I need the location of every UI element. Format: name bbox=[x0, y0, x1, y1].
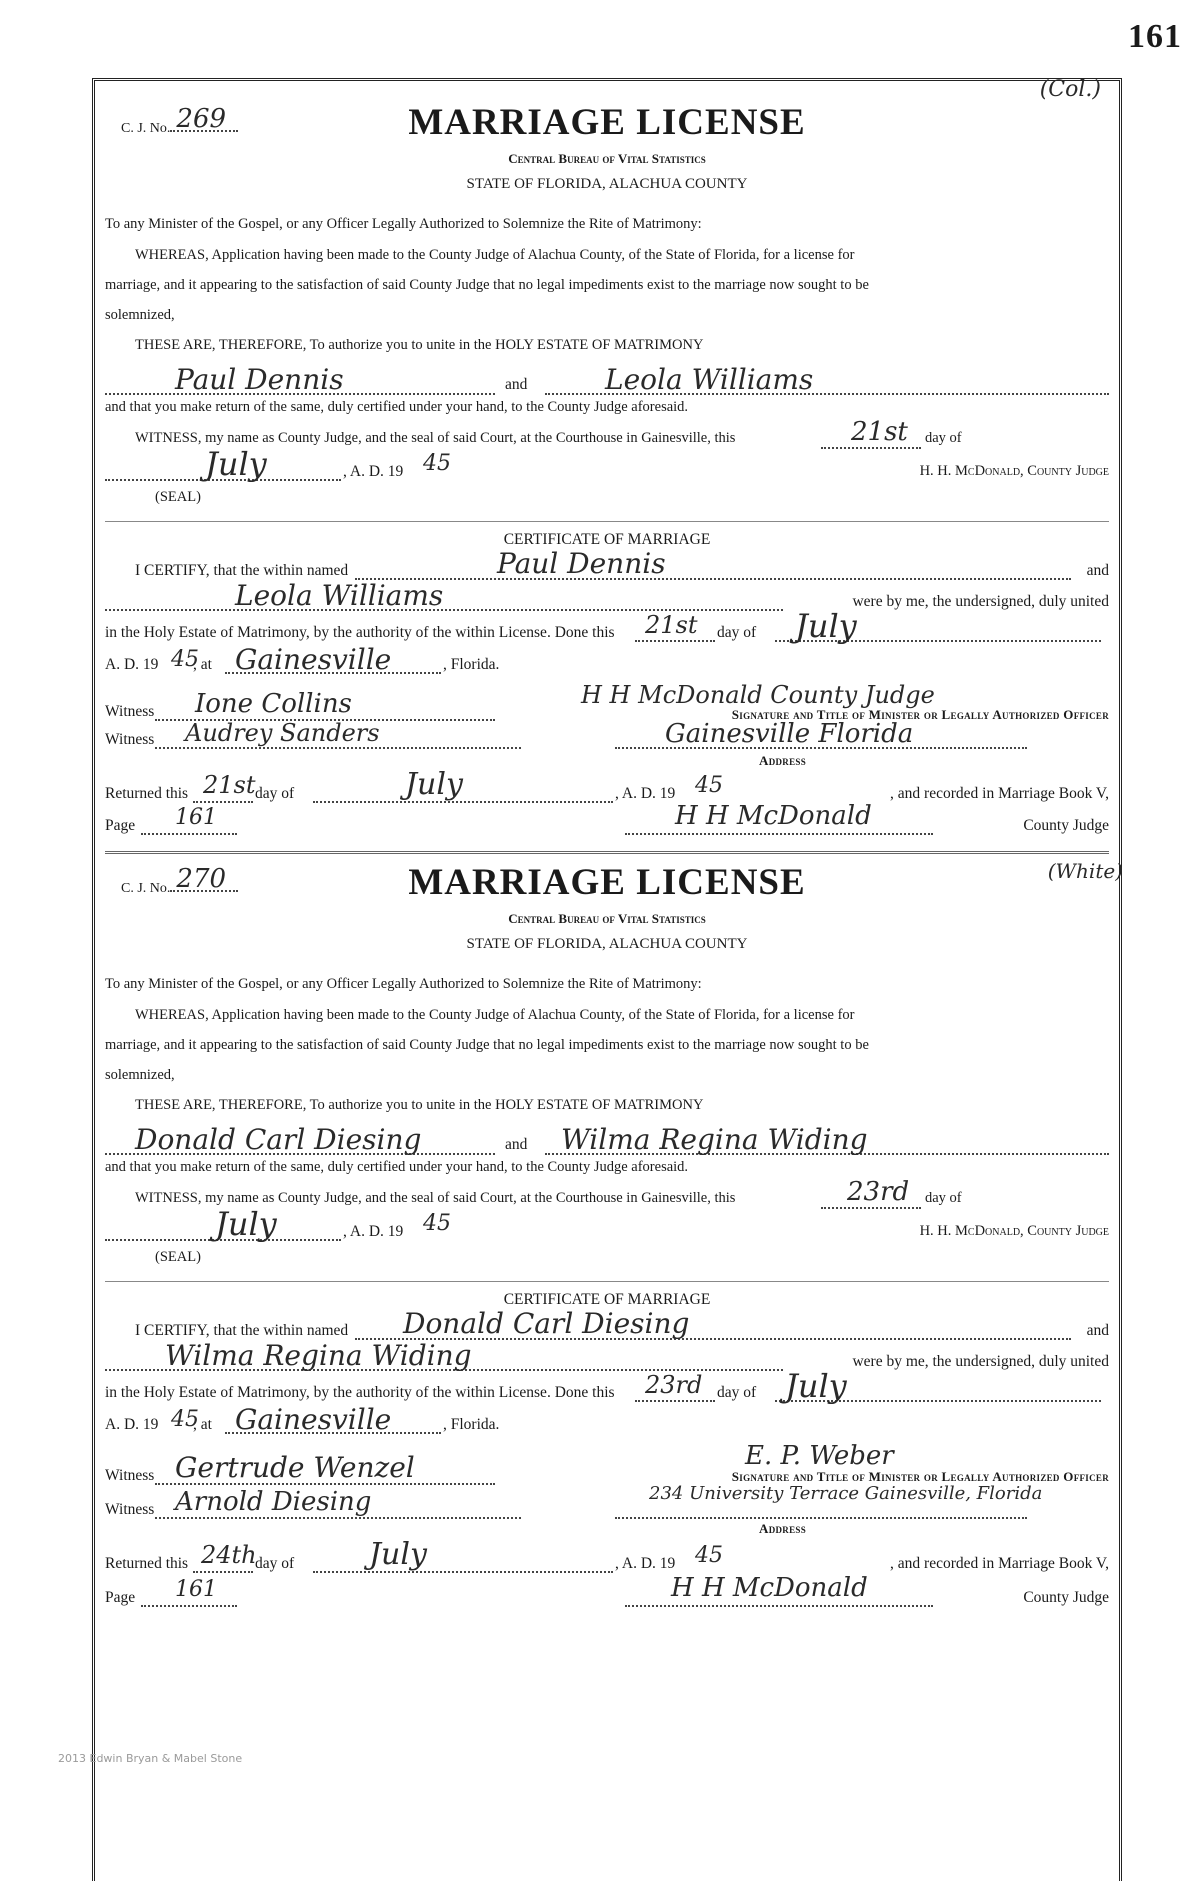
officer-signature: E. P. Weber bbox=[745, 1441, 894, 1471]
judge-signature: H H McDonald bbox=[671, 1573, 868, 1603]
witness-line bbox=[135, 1177, 1109, 1217]
returned-month: July bbox=[369, 1537, 427, 1572]
returned-year: 45 bbox=[695, 1543, 723, 1568]
florida-label: , Florida. bbox=[443, 656, 500, 673]
document-frame bbox=[92, 78, 1122, 1881]
race-note: (White) bbox=[1047, 859, 1123, 883]
done-year: 45 bbox=[171, 1407, 199, 1432]
and-word-2: and bbox=[1086, 562, 1109, 579]
officer-caption: Signature and Title of Minister or Legally Authorized Officer bbox=[731, 707, 1109, 722]
license-month: July bbox=[205, 445, 267, 483]
witness1-line bbox=[105, 1441, 1109, 1485]
officer-address: 234 University Terrace Gainesville, Florida bbox=[649, 1483, 1043, 1504]
witness2-line bbox=[105, 1483, 1109, 1523]
at-label: , at bbox=[193, 1416, 212, 1433]
return-line: and that you make return of the same, duly certified under your hand, to the County Judge aforesaid. bbox=[105, 399, 689, 415]
returned-day: 21st bbox=[203, 771, 256, 799]
witness-line bbox=[135, 417, 1109, 457]
license-year: 45 bbox=[423, 1211, 451, 1236]
state-line: STATE OF FLORIDA, ALACHUA COUNTY bbox=[466, 176, 748, 192]
page-label: Page bbox=[105, 817, 136, 834]
address-caption: Address bbox=[759, 1521, 807, 1536]
whereas-line-3: solemnized, bbox=[105, 1067, 175, 1083]
seal-label: (SEAL) bbox=[155, 489, 201, 505]
certificate-title: CERTIFICATE OF MARRIAGE bbox=[503, 1291, 711, 1308]
address-line: To any Minister of the Gospel, or any Officer Legally Authorized to Solemnize the Rite of Matrimony: bbox=[105, 216, 702, 232]
address-line: To any Minister of the Gospel, or any Officer Legally Authorized to Solemnize the Rite of Matrimony: bbox=[105, 976, 702, 992]
holy-text: in the Holy Estate of Matrimony, by the authority of the within License. Done this bbox=[105, 1384, 615, 1401]
therefore-line: THESE ARE, THEREFORE, To authorize you to unite in the HOLY ESTATE OF MATRIMONY bbox=[135, 1097, 704, 1113]
cert-groom-name: Paul Dennis bbox=[497, 547, 666, 580]
witness-day: 21st bbox=[851, 417, 908, 447]
cert-bride-line bbox=[105, 579, 1109, 619]
witness-label-2: Witness bbox=[105, 1501, 155, 1518]
page-value: 161 bbox=[175, 1577, 217, 1602]
therefore-line: THESE ARE, THEREFORE, To authorize you to unite in the HOLY ESTATE OF MATRIMONY bbox=[135, 337, 704, 353]
cert-groom-name: Donald Carl Diesing bbox=[403, 1307, 690, 1340]
witness-2-name: Audrey Sanders bbox=[185, 719, 380, 747]
judge-signature: H H McDonald bbox=[675, 801, 872, 831]
groom-name: Donald Carl Diesing bbox=[135, 1123, 422, 1156]
marriage-place: Gainesville bbox=[235, 643, 392, 676]
returned-year: 45 bbox=[695, 773, 723, 798]
returned-ad: , A. D. 19 bbox=[615, 1555, 676, 1572]
holy-text: in the Holy Estate of Matrimony, by the authority of the within License. Done this bbox=[105, 624, 615, 641]
day-of-label: day of bbox=[925, 1190, 962, 1206]
ad-at-label: A. D. 19 bbox=[105, 656, 159, 673]
witness1-line bbox=[105, 681, 1109, 723]
cert-bride-name: Wilma Regina Widing bbox=[165, 1339, 472, 1372]
cj-number: 270 bbox=[176, 864, 227, 894]
state-line: STATE OF FLORIDA, ALACHUA COUNTY bbox=[466, 936, 748, 952]
whereas-line-3: solemnized, bbox=[105, 307, 175, 323]
cj-number: 269 bbox=[176, 104, 227, 134]
license-year: 45 bbox=[423, 451, 451, 476]
race-note: (Col.) bbox=[1039, 77, 1101, 102]
and-word: and bbox=[505, 1136, 528, 1153]
recorded-text: , and recorded in Marriage Book V, bbox=[890, 1555, 1109, 1572]
witness-1-name: Ione Collins bbox=[195, 689, 352, 719]
county-judge-label: County Judge bbox=[1023, 817, 1109, 834]
license-divider bbox=[105, 521, 1109, 522]
done-day: 21st bbox=[645, 611, 698, 639]
marriage-place: Gainesville bbox=[235, 1403, 392, 1436]
cj-label: C. J. No. bbox=[121, 881, 171, 896]
place-line bbox=[105, 643, 1109, 683]
county-judge-label: County Judge bbox=[1023, 1589, 1109, 1606]
united-text: were by me, the undersigned, duly united bbox=[852, 593, 1109, 610]
united-text: were by me, the undersigned, duly united bbox=[852, 1353, 1109, 1370]
cj-label: C. J. No. bbox=[121, 121, 171, 136]
bride-name: Leola Williams bbox=[605, 363, 814, 396]
cert-bride-name: Leola Williams bbox=[235, 579, 444, 612]
whereas-line-1: WHEREAS, Application having been made to the County Judge of Alachua County, of the State of Florida, for a license for bbox=[135, 1007, 855, 1023]
ad-label: , A. D. 19 bbox=[343, 463, 404, 480]
and-word-2: and bbox=[1086, 1322, 1109, 1339]
done-month: July bbox=[795, 607, 857, 645]
certify-text: I CERTIFY, that the within named bbox=[135, 562, 349, 579]
bride-name: Wilma Regina Widing bbox=[561, 1123, 868, 1156]
done-day: 23rd bbox=[645, 1371, 703, 1399]
return-line: and that you make return of the same, duly certified under your hand, to the County Judge aforesaid. bbox=[105, 1159, 689, 1175]
returned-text: Returned this bbox=[105, 1555, 189, 1572]
officer-caption: Signature and Title of Minister or Legally Authorized Officer bbox=[731, 1469, 1109, 1484]
at-label: , at bbox=[193, 656, 212, 673]
witness-day: 23rd bbox=[847, 1177, 910, 1207]
license-title: MARRIAGE LICENSE bbox=[408, 862, 806, 903]
witness-label: Witness bbox=[105, 1467, 155, 1484]
witness-label: Witness bbox=[105, 703, 155, 720]
address-caption: Address bbox=[759, 753, 807, 768]
returned-day: 24th bbox=[201, 1541, 257, 1569]
seal-label: (SEAL) bbox=[155, 1249, 201, 1265]
names-line bbox=[105, 1125, 1109, 1155]
whereas-line-1: WHEREAS, Application having been made to the County Judge of Alachua County, of the State of Florida, for a license for bbox=[135, 247, 855, 263]
certificate-title: CERTIFICATE OF MARRIAGE bbox=[503, 531, 711, 548]
witness-1-name: Gertrude Wenzel bbox=[175, 1451, 415, 1484]
returned-text: Returned this bbox=[105, 785, 189, 802]
ad-label: , A. D. 19 bbox=[343, 1223, 404, 1240]
page-line bbox=[105, 801, 1109, 841]
witness-text: WITNESS, my name as County Judge, and the seal of said Court, at the Courthouse in Gainesville, this bbox=[135, 430, 736, 446]
done-year: 45 bbox=[171, 647, 199, 672]
returned-ad: , A. D. 19 bbox=[615, 785, 676, 802]
bureau-line: Central Bureau of Vital Statistics bbox=[508, 911, 706, 926]
witness2-line bbox=[105, 719, 1109, 753]
page-label: Page bbox=[105, 1589, 136, 1606]
groom-name: Paul Dennis bbox=[175, 363, 344, 396]
license-month: July bbox=[215, 1205, 277, 1243]
place-line bbox=[105, 1403, 1109, 1443]
section-divider bbox=[105, 851, 1109, 854]
witness-label-2: Witness bbox=[105, 731, 155, 748]
whereas-line-2: marriage, and it appearing to the satisfaction of said County Judge that no legal impediments exist to the marriage now sought to be bbox=[105, 1037, 869, 1053]
page-number: 161 bbox=[1128, 18, 1182, 55]
watermark: 2013 Edwin Bryan & Mabel Stone bbox=[58, 1752, 243, 1765]
done-day-of: day of bbox=[717, 624, 757, 641]
witness-text: WITNESS, my name as County Judge, and the seal of said Court, at the Courthouse in Gainesville, this bbox=[135, 1190, 736, 1206]
done-month: July bbox=[785, 1367, 847, 1405]
returned-line bbox=[105, 1537, 1109, 1575]
bureau-line: Central Bureau of Vital Statistics bbox=[508, 151, 706, 166]
day-of-label: day of bbox=[925, 430, 962, 446]
returned-line bbox=[105, 767, 1109, 809]
officer-signature: H H McDonald County Judge bbox=[581, 681, 935, 709]
page-line bbox=[105, 1575, 1109, 1609]
county-judge-name: H. H. McDonald, County Judge bbox=[919, 463, 1109, 479]
witness-2-name: Arnold Diesing bbox=[175, 1487, 372, 1517]
recorded-text: , and recorded in Marriage Book V, bbox=[890, 785, 1109, 802]
certify-text: I CERTIFY, that the within named bbox=[135, 1322, 349, 1339]
date-judge-line bbox=[105, 1205, 1109, 1257]
florida-label: , Florida. bbox=[443, 1416, 500, 1433]
names-line bbox=[105, 365, 1109, 395]
whereas-line-2: marriage, and it appearing to the satisfaction of said County Judge that no legal impediments exist to the marriage now sought to be bbox=[105, 277, 869, 293]
license-title: MARRIAGE LICENSE bbox=[408, 102, 806, 143]
cert-bride-line bbox=[105, 1339, 1109, 1379]
page-value: 161 bbox=[175, 805, 217, 830]
returned-month: July bbox=[405, 767, 463, 802]
date-judge-line bbox=[105, 445, 1109, 497]
returned-day-of: day of bbox=[255, 785, 295, 802]
and-word: and bbox=[505, 376, 528, 393]
returned-day-of: day of bbox=[255, 1555, 295, 1572]
done-day-of: day of bbox=[717, 1384, 757, 1401]
officer-address: Gainesville Florida bbox=[665, 719, 914, 749]
ad-at-label: A. D. 19 bbox=[105, 1416, 159, 1433]
license-divider bbox=[105, 1281, 1109, 1282]
county-judge-name: H. H. McDonald, County Judge bbox=[919, 1223, 1109, 1239]
